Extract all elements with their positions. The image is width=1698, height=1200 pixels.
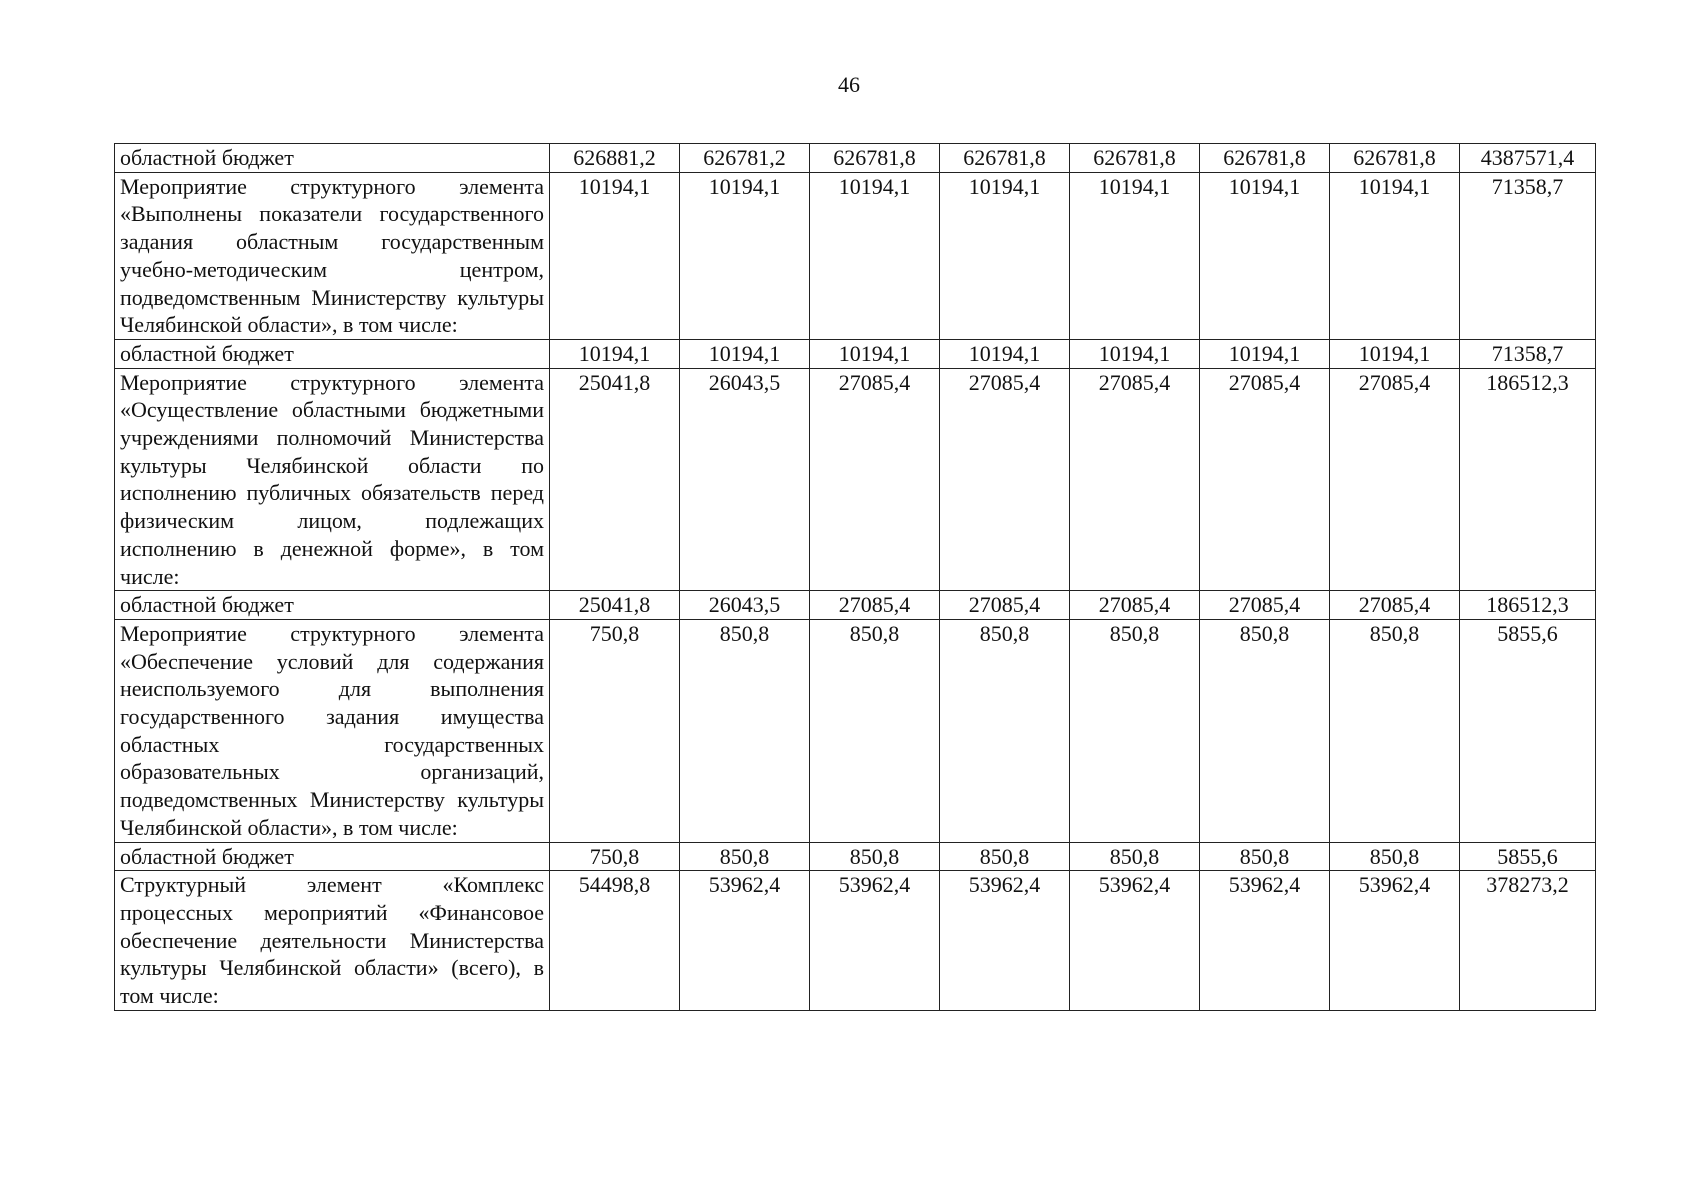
value-cell: 27085,4 xyxy=(1330,591,1460,620)
value-cell: 53962,4 xyxy=(940,871,1070,1011)
row-total-cell: 71358,7 xyxy=(1460,339,1596,368)
value-cell: 10194,1 xyxy=(810,339,940,368)
value-cell: 53962,4 xyxy=(1070,871,1200,1011)
value-cell: 850,8 xyxy=(1330,619,1460,842)
value-cell: 626781,2 xyxy=(680,144,810,173)
value-cell: 750,8 xyxy=(550,619,680,842)
row-total-cell: 71358,7 xyxy=(1460,172,1596,339)
table-row xyxy=(115,144,1596,173)
value-cell: 850,8 xyxy=(1330,842,1460,871)
row-total-cell: 4387571,4 xyxy=(1460,144,1596,173)
value-cell: 850,8 xyxy=(1200,619,1330,842)
value-cell: 27085,4 xyxy=(810,368,940,591)
value-cell: 10194,1 xyxy=(1200,339,1330,368)
table-row xyxy=(115,591,1596,620)
value-cell: 850,8 xyxy=(940,842,1070,871)
value-cell: 10194,1 xyxy=(680,339,810,368)
value-cell: 850,8 xyxy=(680,619,810,842)
value-cell: 10194,1 xyxy=(1330,339,1460,368)
value-cell: 850,8 xyxy=(680,842,810,871)
value-cell: 626781,8 xyxy=(1330,144,1460,173)
value-cell: 10194,1 xyxy=(810,172,940,339)
value-cell: 53962,4 xyxy=(810,871,940,1011)
value-cell: 25041,8 xyxy=(550,591,680,620)
value-cell: 626881,2 xyxy=(550,144,680,173)
value-cell: 10194,1 xyxy=(550,339,680,368)
value-cell: 626781,8 xyxy=(1070,144,1200,173)
row-label: областной бюджет xyxy=(115,591,550,620)
value-cell: 850,8 xyxy=(1070,619,1200,842)
value-cell: 850,8 xyxy=(1200,842,1330,871)
value-cell: 25041,8 xyxy=(550,368,680,591)
value-cell: 10194,1 xyxy=(550,172,680,339)
value-cell: 850,8 xyxy=(810,842,940,871)
row-label: областной бюджет xyxy=(115,144,550,173)
table-row xyxy=(115,172,1596,339)
table-row xyxy=(115,368,1596,591)
table-row xyxy=(115,339,1596,368)
value-cell: 10194,1 xyxy=(680,172,810,339)
value-cell: 27085,4 xyxy=(1330,368,1460,591)
row-total-cell: 186512,3 xyxy=(1460,368,1596,591)
row-label: Структурный элемент «Комплекс процессных мероприятий «Финансовое обеспечение деятельности Министерства культуры Челябинской области» (всего), в том числе: xyxy=(115,871,550,1011)
table-row xyxy=(115,871,1596,1011)
value-cell: 53962,4 xyxy=(1200,871,1330,1011)
row-label: Мероприятие структурного элемента «Осуществление областными бюджетными учреждениями полномочий Министерства культуры Челябинской области по исполнению публичных обязательств перед физическим лицом, подлежащих исполнению в денежной форме», в том числе: xyxy=(115,368,550,591)
table-body xyxy=(115,144,1596,1011)
value-cell: 27085,4 xyxy=(940,591,1070,620)
value-cell: 27085,4 xyxy=(1070,591,1200,620)
value-cell: 10194,1 xyxy=(1070,172,1200,339)
value-cell: 26043,5 xyxy=(680,368,810,591)
table-row xyxy=(115,842,1596,871)
row-total-cell: 5855,6 xyxy=(1460,842,1596,871)
value-cell: 53962,4 xyxy=(680,871,810,1011)
value-cell: 54498,8 xyxy=(550,871,680,1011)
row-label: областной бюджет xyxy=(115,842,550,871)
value-cell: 27085,4 xyxy=(1070,368,1200,591)
row-total-cell: 378273,2 xyxy=(1460,871,1596,1011)
value-cell: 10194,1 xyxy=(940,172,1070,339)
value-cell: 27085,4 xyxy=(1200,368,1330,591)
value-cell: 53962,4 xyxy=(1330,871,1460,1011)
value-cell: 10194,1 xyxy=(1330,172,1460,339)
row-total-cell: 186512,3 xyxy=(1460,591,1596,620)
value-cell: 27085,4 xyxy=(810,591,940,620)
table-row xyxy=(115,619,1596,842)
row-label: Мероприятие структурного элемента «Обеспечение условий для содержания неиспользуемого для выполнения государственного задания имущества областных государственных образовательных организаций, подведомственных Министерству культуры Челябинской области», в том числе: xyxy=(115,619,550,842)
row-label: Мероприятие структурного элемента «Выполнены показатели государственного задания областным государственным учебно-методическим центром, подведомственным Министерству культуры Челябинской области», в том числе: xyxy=(115,172,550,339)
value-cell: 10194,1 xyxy=(1200,172,1330,339)
value-cell: 10194,1 xyxy=(940,339,1070,368)
value-cell: 626781,8 xyxy=(810,144,940,173)
value-cell: 27085,4 xyxy=(940,368,1070,591)
value-cell: 27085,4 xyxy=(1200,591,1330,620)
row-label: областной бюджет xyxy=(115,339,550,368)
value-cell: 850,8 xyxy=(810,619,940,842)
page-number: 46 xyxy=(838,72,860,97)
value-cell: 10194,1 xyxy=(1070,339,1200,368)
value-cell: 850,8 xyxy=(940,619,1070,842)
value-cell: 750,8 xyxy=(550,842,680,871)
value-cell: 626781,8 xyxy=(940,144,1070,173)
budget-table xyxy=(114,143,1596,1011)
value-cell: 626781,8 xyxy=(1200,144,1330,173)
value-cell: 26043,5 xyxy=(680,591,810,620)
row-total-cell: 5855,6 xyxy=(1460,619,1596,842)
value-cell: 850,8 xyxy=(1070,842,1200,871)
